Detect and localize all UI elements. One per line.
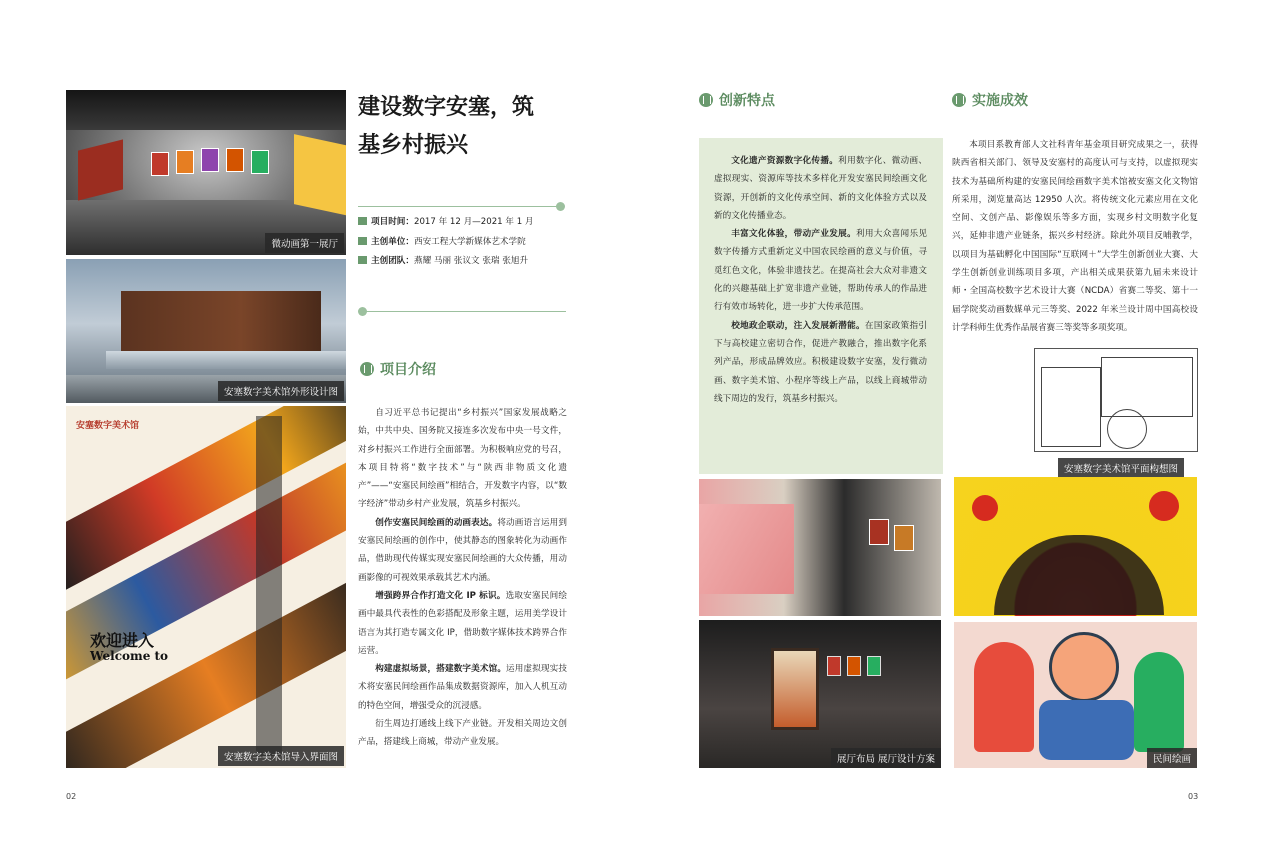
entrance-poster	[66, 406, 346, 768]
results-paragraph: 本项目系教育部人文社科青年基金项目研究成果之一，获得陕西省相关部门、领导及安塞村的高度认可与支持，以虚拟现实技术为基础所构建的安塞民间绘画数字美术馆被安塞文化文物馆所采用，浏览量高达 12950 人次。将传统文化元素应用在文化空间、文创产品、影像娱乐等多方面，实现乡村文明数字化复兴，延伸非遗产业链条，振兴乡村经济。除此外项目反哺教学，以项目为基础孵化中国国际“互联网＋”大学生创新创业大赛、大学生创新创业训练项目多项，产出相关成果获第九届未来设计师・全国高校数字艺术设计大赛（NCDA）省赛二等奖、第十一届学院奖动画数媒单元三等奖、2022 年米兰设计周中国高校设计学科师生优秀作品展省赛三等奖等多项奖项。	[952, 140, 1198, 333]
building-caption: 安塞数字美术馆外形设计图	[218, 381, 344, 401]
innovation-paragraph: 文化遗产资源数字化传播。利用数字化、微动画、虚拟现实、资源库等技术多样化开发安塞民间绘画文化资源，开创新的文化传承空间、新的文化体验方式以及新的文化传播业态。	[714, 156, 927, 221]
meta-unit: 主创单位：西安工程大学新媒体艺术学院	[358, 235, 526, 247]
doc-icon	[358, 217, 367, 225]
meta-team: 主创团队：燕耀 马丽 张议文 张瑞 张旭升	[358, 254, 528, 266]
intro-paragraph: 衍生周边打通线上线下产业链。开发相关周边文创产品，搭建线上商城，带动产业发展。	[358, 719, 567, 748]
poster-caption: 安塞数字美术馆导入界面图	[218, 746, 344, 766]
title-divider	[358, 206, 558, 207]
section-icon	[360, 362, 374, 376]
layout-caption: 展厅布局 展厅设计方案	[831, 748, 941, 768]
innovation-paragraph: 校地政企联动，注入发展新潜能。在国家政策指引下与高校建立密切合作，促进产教融合，推出数字化系列产品，形成品牌效应。积极建设数字安塞，发行微动画、数字美术馆、小程序等线上产品，以线上商城带动线下周边的发行，筑基乡村振兴。	[714, 320, 927, 404]
intro-paragraph: 构建虚拟场景，搭建数字美术馆。运用虚拟现实技术将安塞民间绘画作品集成数据资源库，加入人机互动的特色空间，增强受众的沉浸感。	[358, 664, 567, 711]
hall1-photo	[66, 90, 346, 255]
hall1-caption: 微动画第一展厅	[265, 233, 344, 253]
section-intro-heading: 项目介绍	[360, 359, 436, 379]
building-render	[66, 259, 346, 403]
hall3-photo	[699, 620, 941, 768]
meta-time: 项目时间：2017 年 12 月—2021 年 1 月	[358, 215, 534, 227]
page-number-left: 02	[66, 792, 77, 801]
innovation-paragraph: 丰富文化体验，带动产业发展。利用大众喜闻乐见数字传播方式重新定义中国农民绘画的意义与价值，寻觅红色文化，体验非遗技艺。在提高社会大众对非遗文化的兴趣基础上扩宽非遗产业链，帮助传承人的作品进行有效市场转化，进一步扩大传承范围。	[714, 229, 927, 313]
poster-logo: 安塞数字美术馆	[76, 421, 140, 431]
section-results-heading: 实施成效	[952, 90, 1028, 110]
hall2-photo	[699, 479, 941, 616]
innovation-body	[714, 152, 927, 408]
poster-welcome-cn: 欢迎进入	[90, 631, 155, 650]
section-icon	[952, 93, 966, 107]
results-body	[952, 136, 1198, 337]
doc-icon	[358, 237, 367, 245]
floor-plan	[1034, 348, 1198, 452]
plan-caption: 安塞数字美术馆平面构想图	[1058, 458, 1184, 478]
page-number-right: 03	[1188, 792, 1199, 801]
page-title-line1: 建设数字安塞，筑	[358, 95, 535, 120]
poster-welcome-en: Welcome to	[90, 649, 169, 663]
section-innovation-heading: 创新特点	[699, 90, 775, 110]
title-divider-dot	[556, 202, 565, 211]
doc-icon	[358, 256, 367, 264]
section-icon	[699, 93, 713, 107]
intro-body	[358, 404, 567, 752]
folk-painting-1	[954, 477, 1197, 616]
meta-divider	[366, 311, 566, 312]
intro-paragraph: 自习近平总书记提出“乡村振兴”国家发展战略之始，中共中央、国务院又接连多次发布中央一号文件，对乡村振兴工作进行全面部署。为积极响应党的号召，本项目特将“数字技术”与“陕西非物质文化遗产”——“安塞民间绘画”相结合，开发数字内容，以“数字经济”带动乡村产业发展，筑基乡村振兴。	[358, 408, 567, 510]
intro-paragraph: 增强跨界合作打造文化 IP 标识。选取安塞民间绘画中最具代表性的色彩搭配及形象主题，运用美学设计语言为其打造专属文化 IP，借助数字媒体技术跨界合作运营。	[358, 590, 567, 656]
page-title-line2: 基乡村振兴	[358, 133, 469, 158]
folk-caption: 民间绘画	[1147, 748, 1197, 768]
intro-paragraph: 创作安塞民间绘画的动画表达。将动画语言运用到安塞民间绘画的创作中，使其静态的图象转化为动画作品，借助现代传媒实现安塞民间绘画的大众传播，用动画影像的可视效果承载其艺术内涵。	[358, 517, 567, 583]
folk-painting-2	[954, 622, 1197, 768]
